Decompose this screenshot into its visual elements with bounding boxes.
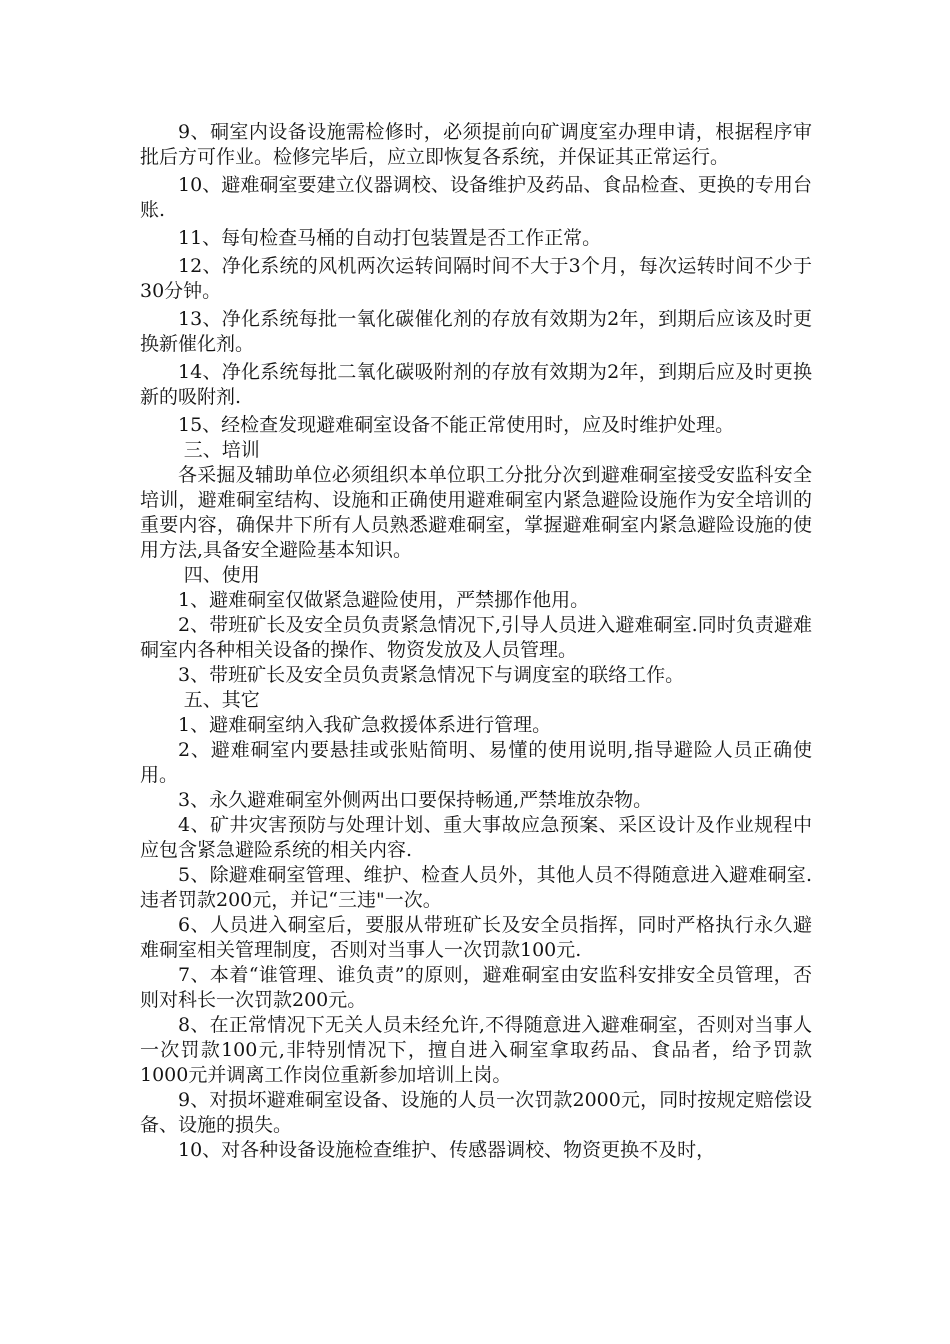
other-item-7: 7、本着“谁管理、谁负责”的原则，避难硐室由安监科安排安全员管理，否则对科长一次罚款200元。 [140, 964, 812, 1011]
other-item-5: 5、除避难硐室管理、维护、检查人员外，其他人员不得随意进入避难硐室.违者罚款200元，并记“三违"一次。 [140, 864, 812, 911]
paragraph-ledger-10: 10、避难硐室要建立仪器调校、设备维护及药品、食品检查、更换的专用台账. [140, 174, 812, 221]
other-item-4: 4、矿井灾害预防与处理计划、重大事故应急预案、采区设计及作业规程中应包含紧急避险系统的相关内容. [140, 814, 812, 861]
usage-item-3: 3、带班矿长及安全员负责紧急情况下与调度室的联络工作。 [178, 664, 685, 686]
other-item-1: 1、避难硐室纳入我矿急救援体系进行管理。 [178, 714, 552, 736]
section-heading-usage: 四、使用 [183, 564, 260, 586]
usage-item-2: 2、带班矿长及安全员负责紧急情况下,引导人员进入避难硐室.同时负责避难硐室内各种相关设备的操作、物资发放及人员管理。 [140, 614, 812, 661]
paragraph-fan-12: 12、净化系统的风机两次运转间隔时间不大于3个月，每次运转时间不少于30分钟。 [140, 255, 812, 302]
paragraph-maintenance-9: 9、硐室内设备设施需检修时，必须提前向矿调度室办理申请，根据程序审批后方可作业。检修完毕后，应立即恢复各系统，并保证其正常运行。 [140, 121, 812, 168]
section-heading-training: 三、培训 [183, 439, 260, 461]
paragraph-catalyst-13: 13、净化系统每批一氧化碳催化剂的存放有效期为2年，到期后应该及时更换新催化剂。 [140, 308, 812, 355]
other-item-8: 8、在正常情况下无关人员未经允许,不得随意进入避难硐室，否则对当事人一次罚款100元,非特别情况下，擅自进入硐室拿取药品、食品者，给予罚款1000元并调离工作岗位重新参加培训上岗。 [140, 1014, 812, 1086]
document-body [140, 120, 812, 1163]
paragraph-repair-15: 15、经检查发现避难硐室设备不能正常使用时，应及时维护处理。 [178, 414, 735, 436]
paragraph-training: 各采掘及辅助单位必须组织本单位职工分批分次到避难硐室接受安监科安全培训，避难硐室结构、设施和正确使用避难硐室内紧急避险设施作为安全培训的重要内容，确保井下所有人员熟悉避难硐室，掌握避难硐室内紧急避险设施的使用方法,具备安全避险基本知识。 [140, 464, 812, 561]
other-item-6: 6、人员进入硐室后，要服从带班矿长及安全员指挥，同时严格执行永久避难硐室相关管理制度，否则对当事人一次罚款100元. [140, 914, 812, 961]
other-item-3: 3、永久避难硐室外侧两出口要保持畅通,严禁堆放杂物。 [178, 789, 653, 811]
paragraph-adsorbent-14: 14、净化系统每批二氧化碳吸附剂的存放有效期为2年，到期后应及时更换新的吸附剂. [140, 361, 812, 408]
section-heading-other: 五、其它 [183, 689, 260, 711]
other-item-2: 2、避难硐室内要悬挂或张贴简明、易懂的使用说明,指导避险人员正确使用。 [140, 739, 812, 786]
usage-item-1: 1、避难硐室仅做紧急避险使用，严禁挪作他用。 [178, 589, 590, 611]
paragraph-toilet-11: 11、每旬检查马桶的自动打包装置是否工作正常。 [178, 227, 602, 249]
other-item-9: 9、对损坏避难硐室设备、设施的人员一次罚款2000元，同时按规定赔偿设备、设施的损失。 [140, 1089, 812, 1136]
other-item-10: 10、对各种设备设施检查维护、传感器调校、物资更换不及时， [178, 1139, 716, 1161]
